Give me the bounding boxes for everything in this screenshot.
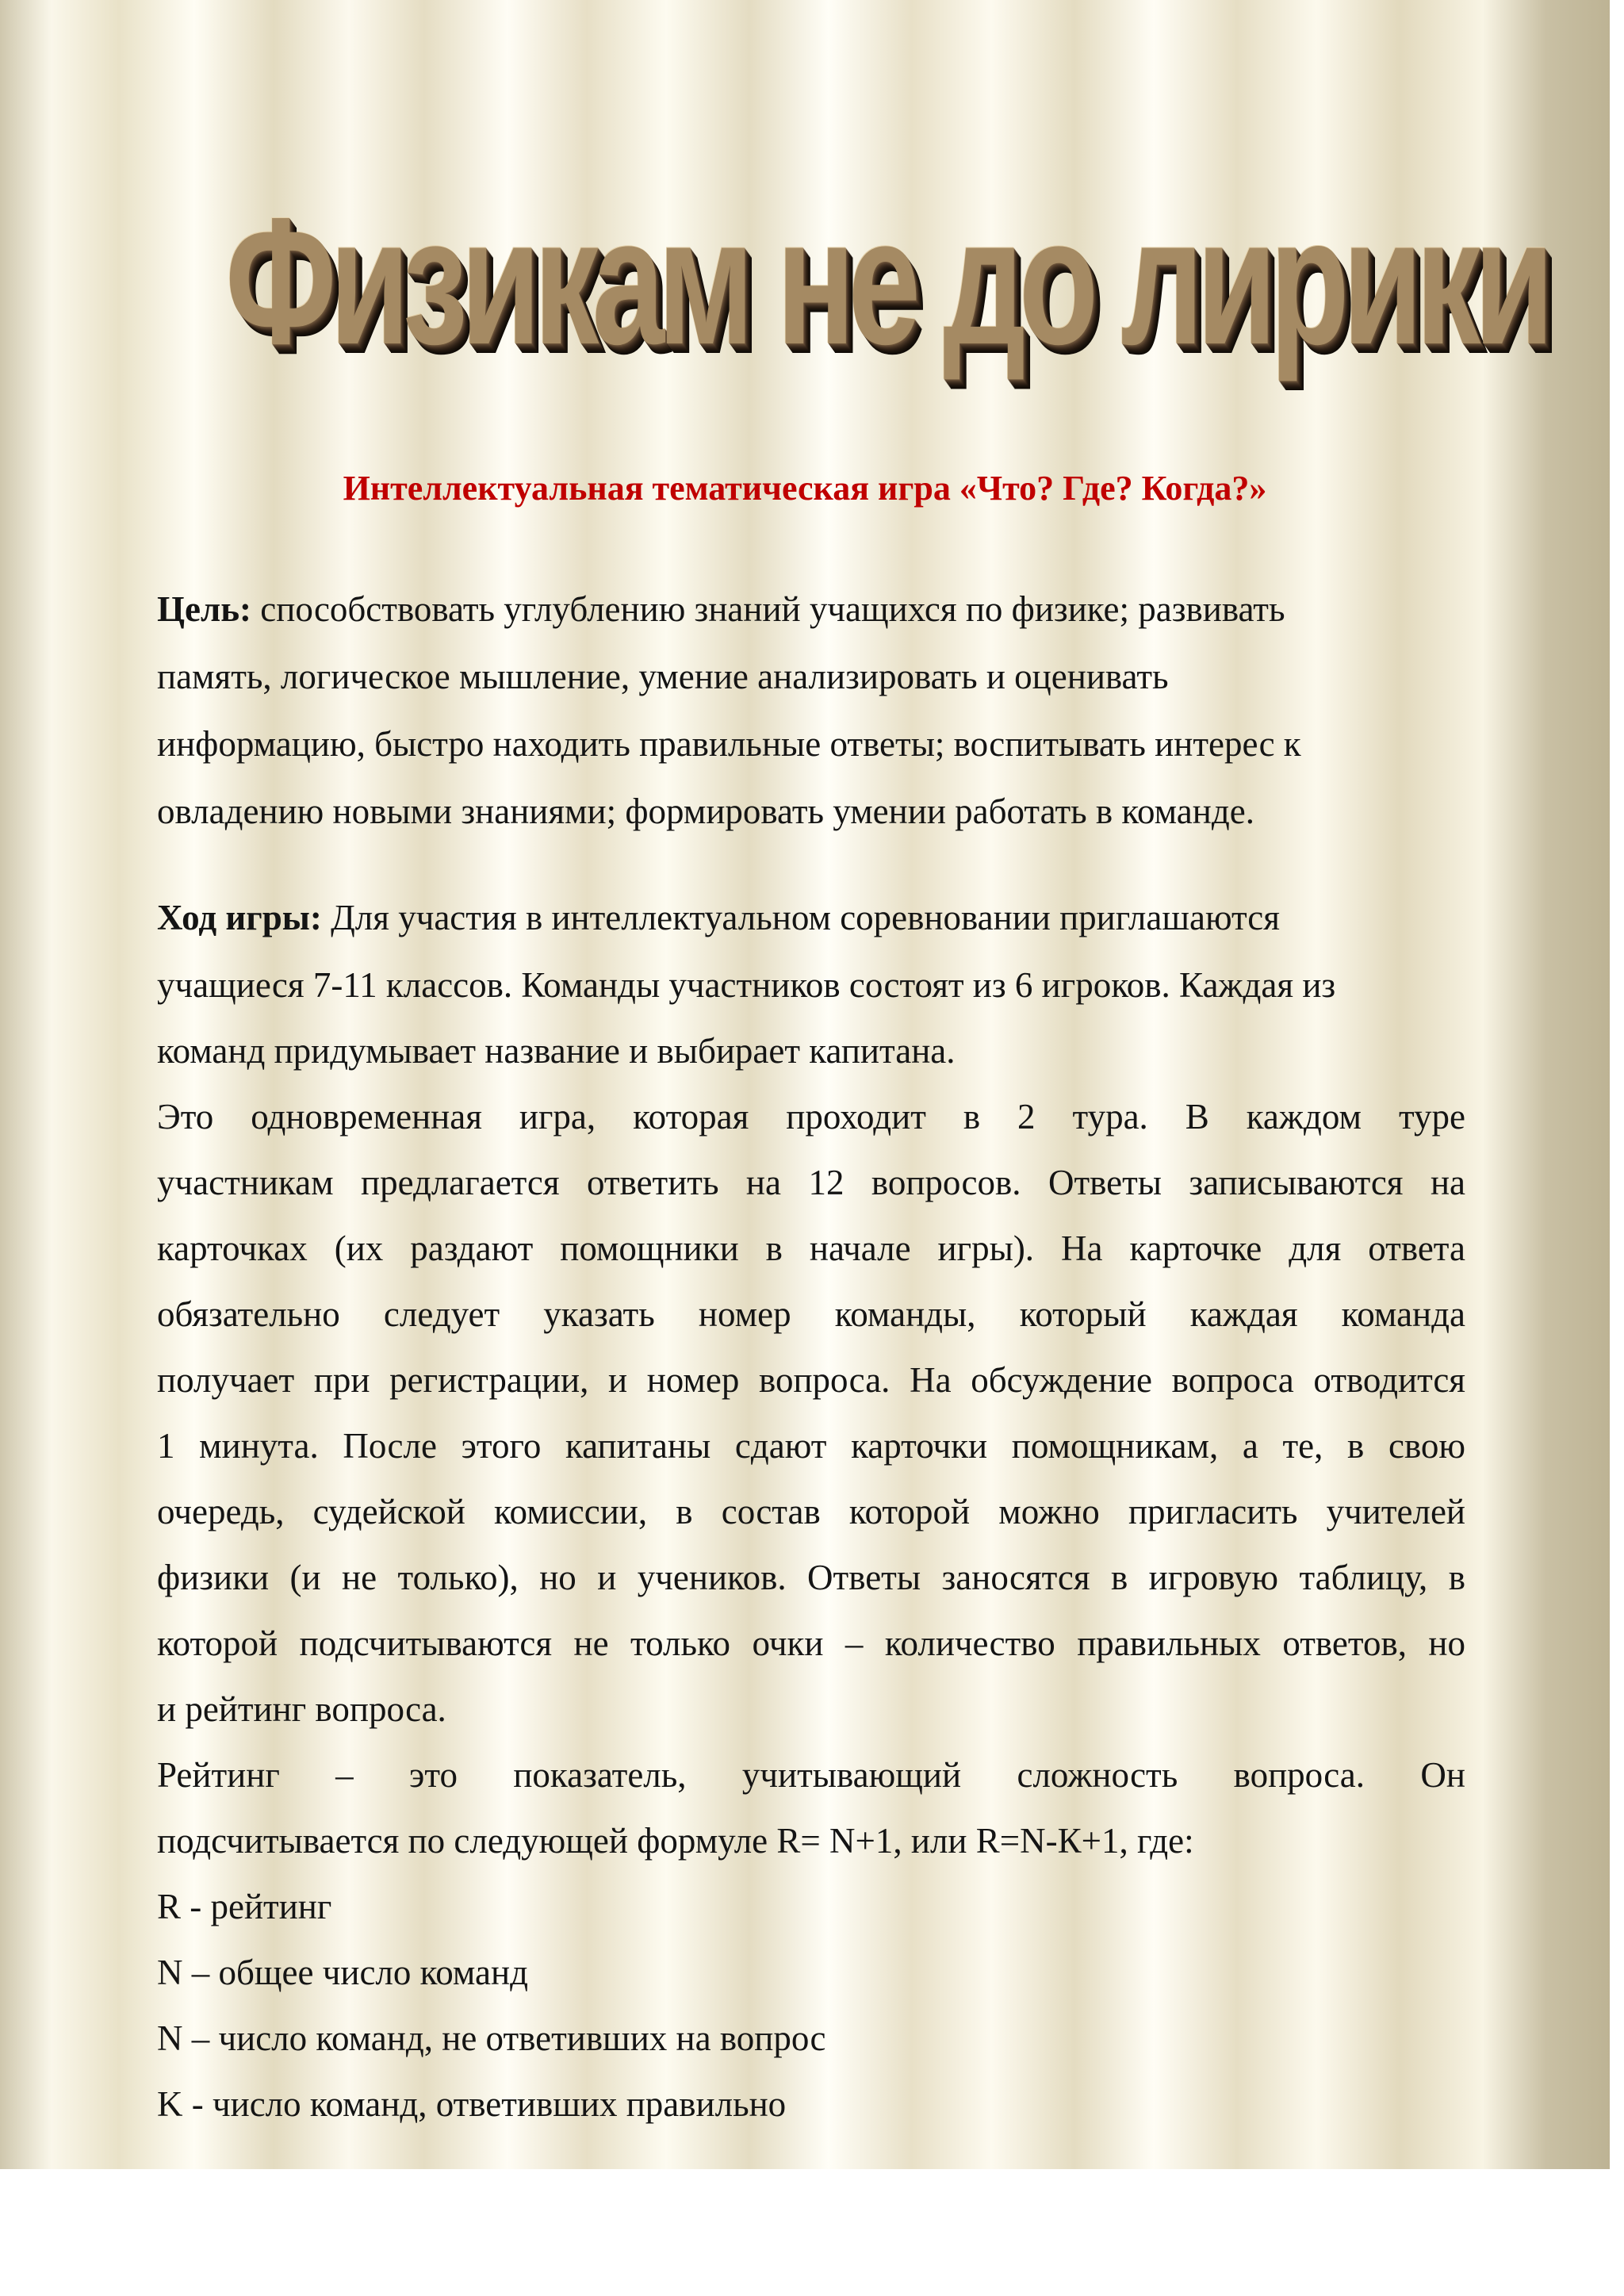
- definition-line: R - рейтинг: [157, 1887, 332, 1926]
- course-line: Это одновременная игра, которая проходит в 2 тура. В каждом туре: [157, 1097, 1465, 1137]
- course-line: учащиеся 7-11 классов. Команды участников состоят из 6 игроков. Каждая из: [157, 965, 1336, 1005]
- course-line: 1 минута. После этого капитаны сдают карточки помощникам, а те, в свою: [157, 1426, 1465, 1466]
- definition-line: N – число команд, не ответивших на вопрос: [157, 2018, 826, 2058]
- definition-line: N – общее число команд: [157, 1953, 528, 1992]
- course-line: физики (и не только), но и учеников. Ответы заносятся в игровую таблицу, в: [157, 1558, 1465, 1597]
- course-line: Рейтинг – это показатель, учитывающий сложность вопроса. Он: [157, 1755, 1465, 1795]
- course-line: команд придумывает название и выбирает капитана.: [157, 1031, 956, 1071]
- course-line: очередь, судейской комиссии, в состав которой можно пригласить учителей: [157, 1492, 1465, 1531]
- goal-line: овладению новыми знаниями; формировать умении работать в команде.: [157, 792, 1254, 831]
- goal-label: Цель:: [157, 589, 252, 629]
- course-line: получает при регистрации, и номер вопроса. На обсуждение вопроса отводится: [157, 1360, 1465, 1400]
- course-line: и рейтинг вопроса.: [157, 1689, 446, 1729]
- page-title: Физикам не до лирики: [225, 181, 1548, 382]
- course-line: карточках (их раздают помощники в начале игры). На карточке для ответа: [157, 1228, 1465, 1268]
- course-line: подсчитывается по следующей формуле R= N+1, или R=N-К+1, где:: [157, 1821, 1194, 1861]
- course-line: Ход игры: Для участия в интеллектуальном соревновании приглашаются: [157, 898, 1280, 937]
- course-line: участникам предлагается ответить на 12 вопросов. Ответы записываются на: [157, 1163, 1465, 1202]
- course-line: обязательно следует указать номер команды, который каждая команда: [157, 1294, 1465, 1334]
- goal-line: память, логическое мышление, умение анализировать и оценивать: [157, 657, 1169, 696]
- subtitle: Интеллектуальная тематическая игра «Что? Где? Когда?»: [343, 469, 1267, 508]
- definition-line: K - число команд, ответивших правильно: [157, 2084, 787, 2124]
- course-label: Ход игры:: [157, 898, 322, 937]
- goal-line: Цель: способствовать углублению знаний учащихся по физике; развивать: [157, 589, 1285, 629]
- goal-line: информацию, быстро находить правильные ответы; воспитывать интерес к: [157, 724, 1301, 764]
- course-line: которой подсчитываются не только очки – количество правильных ответов, но: [157, 1623, 1465, 1663]
